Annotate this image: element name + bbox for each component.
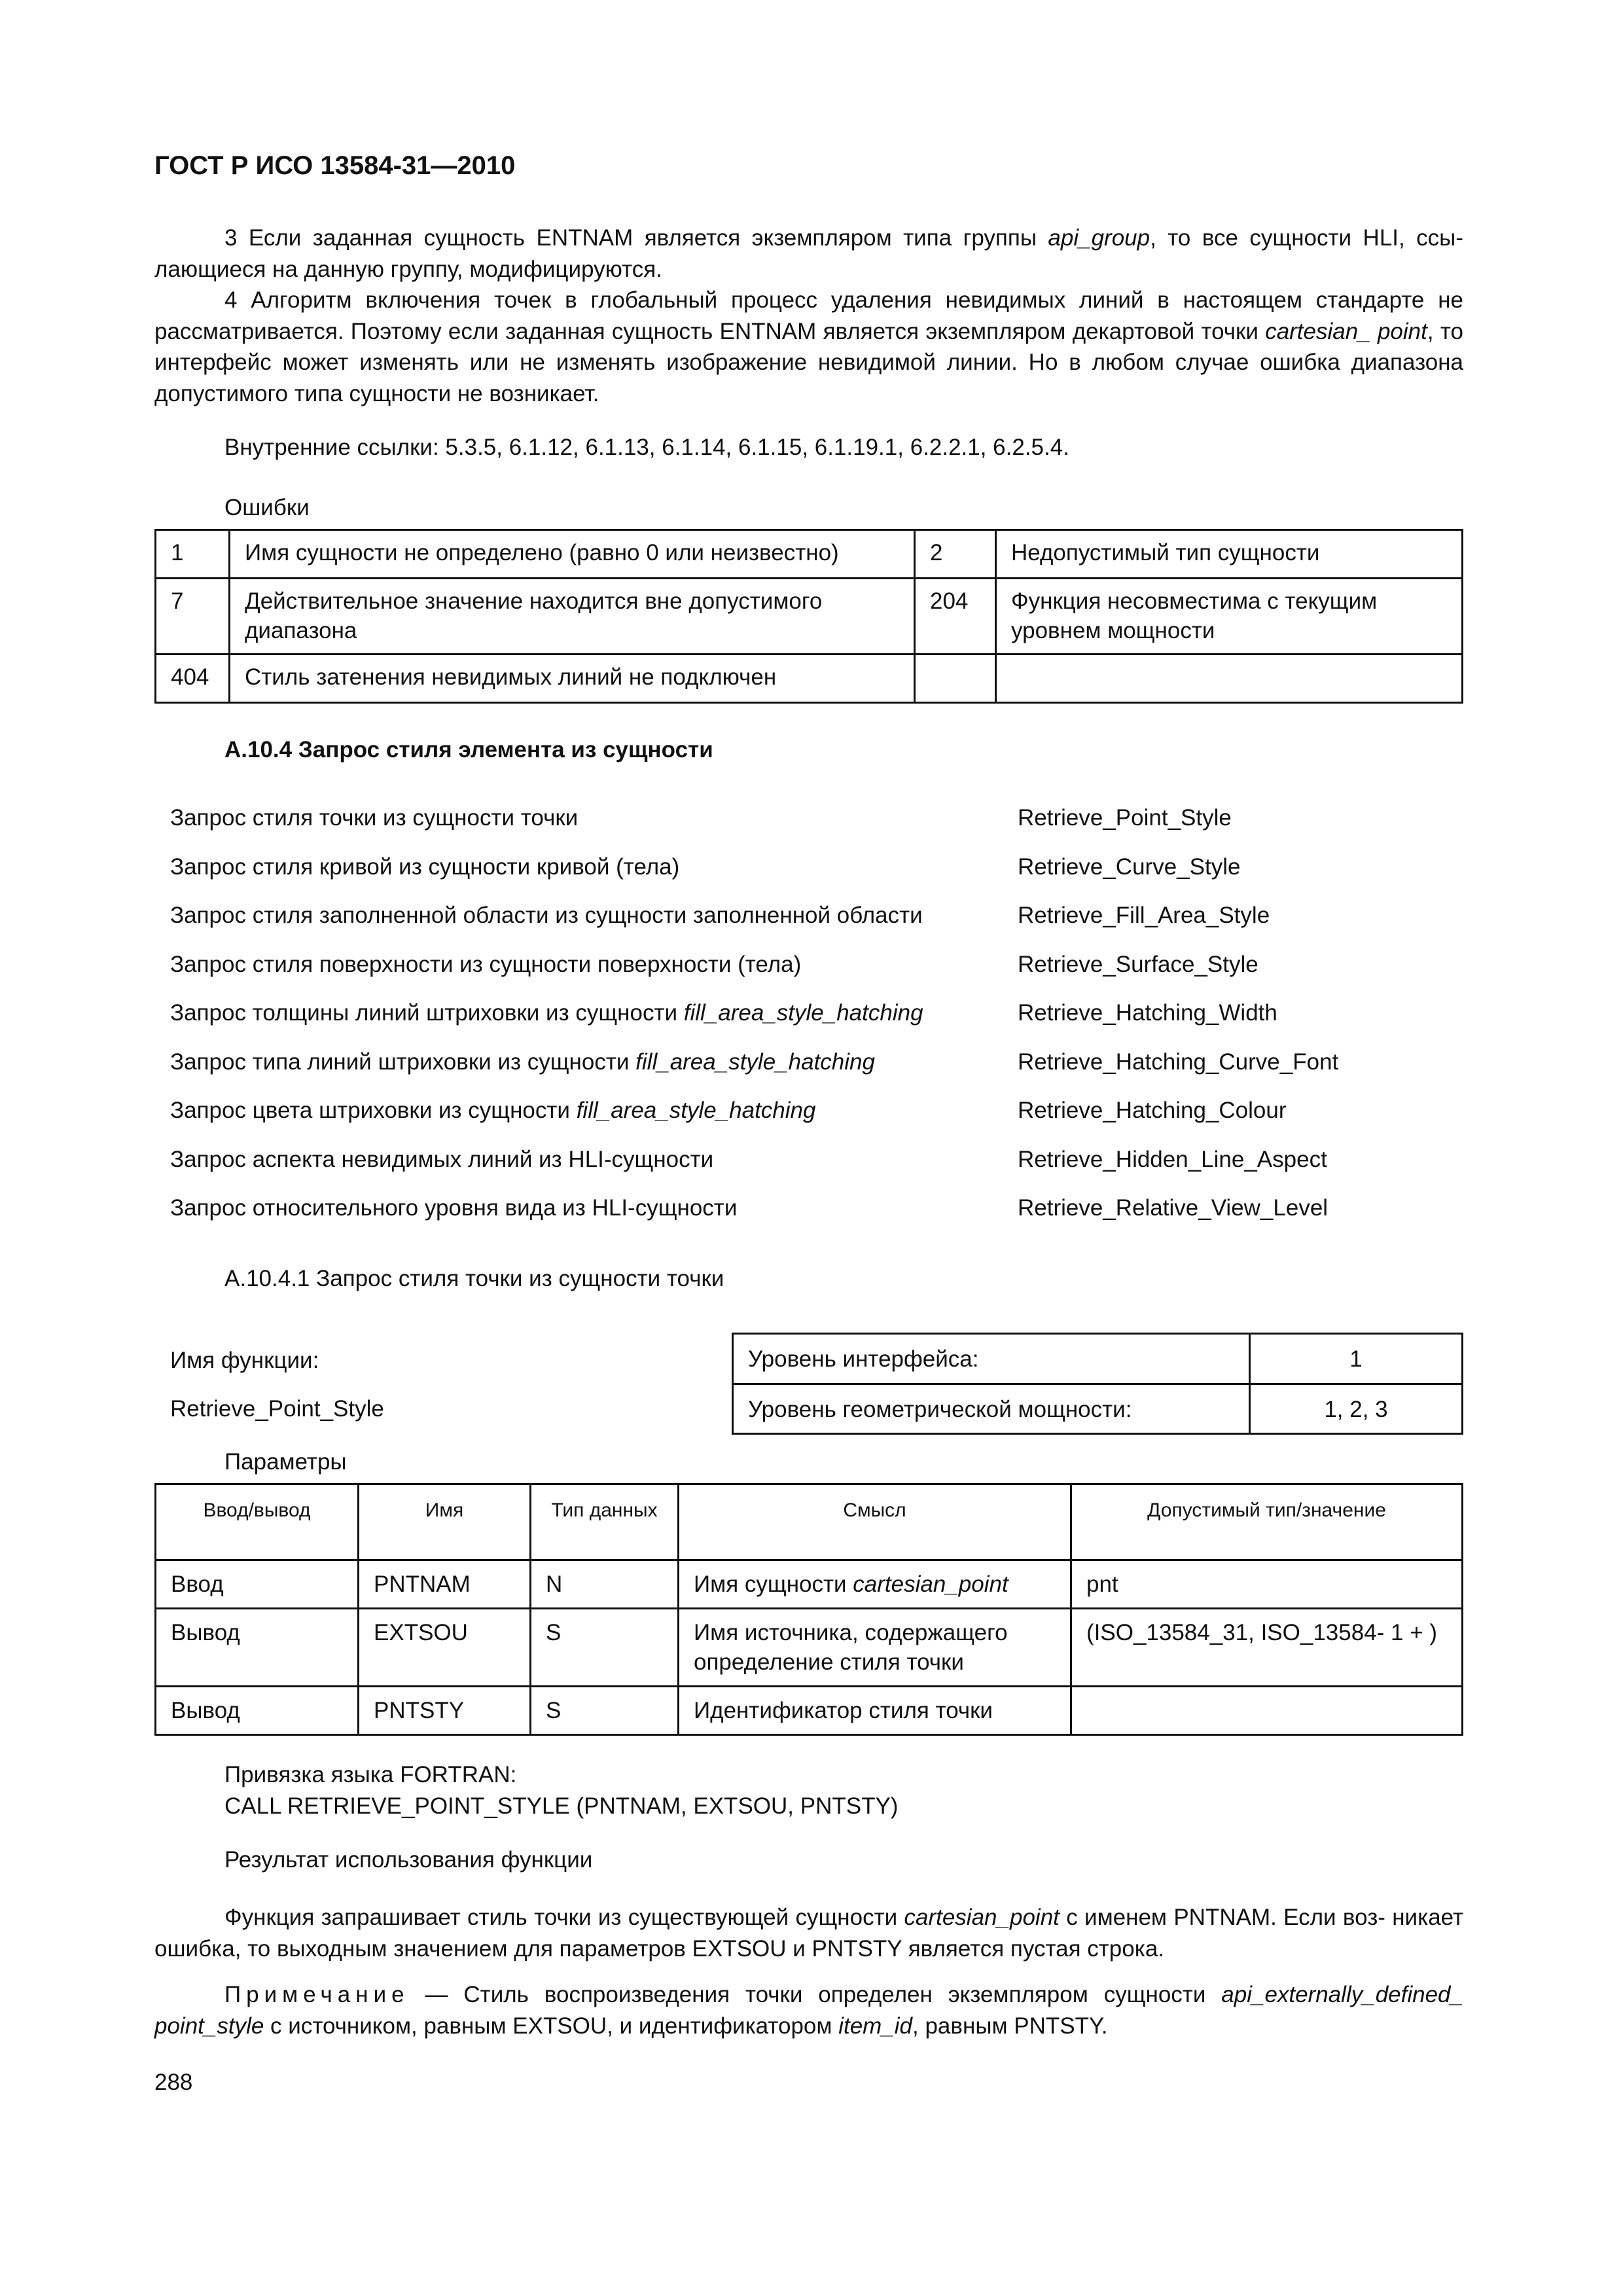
- list-item: Запрос стиля поверхности из сущности поверхности (тела) Retrieve_Surface_Style: [170, 949, 1440, 998]
- parameters-label: Параметры: [224, 1449, 347, 1475]
- result-description: Функция запрашивает стиль точки из существующей сущности cartesian_point с именем PNTNAM. Если воз- никает ошибка, то выходным значением для параметров EXTSOU и PNTSTY является пустая строка.: [154, 1905, 1463, 1962]
- internal-references: Внутренние ссылки: 5.3.5, 6.1.12, 6.1.13, 6.1.14, 6.1.15, 6.1.19.1, 6.2.2.1, 6.2.5.4.: [224, 435, 1069, 460]
- function-identifier: Retrieve_Fill_Area_Style: [1018, 903, 1270, 928]
- error-code: 204: [915, 579, 996, 655]
- document-header: ГОСТ Р ИСО 13584-31—2010: [154, 151, 516, 180]
- table-row: Ввод PNTNAM N Имя сущности cartesian_point pnt: [156, 1560, 1463, 1609]
- table-row: [156, 655, 1463, 703]
- list-item: Запрос стиля точки из сущности точки Retrieve_Point_Style: [170, 802, 1440, 852]
- list-item: Запрос стиля заполненной области из сущности заполненной области Retrieve_Fill_Area_Style: [170, 900, 1440, 949]
- table-row: Вывод PNTSTY S Идентификатор стиля точки: [156, 1686, 1463, 1734]
- interface-level-value: 1: [1250, 1334, 1463, 1384]
- column-header: Тип данных: [531, 1484, 679, 1560]
- list-item: Запрос относительного уровня вида из HLI-сущности Retrieve_Relative_View_Level: [170, 1193, 1440, 1242]
- section-title: А.10.4 Запрос стиля элемента из сущности: [224, 737, 713, 762]
- table-row: [733, 1334, 1463, 1384]
- table-row: [156, 579, 1463, 655]
- function-identifier: Retrieve_Relative_View_Level: [1018, 1195, 1329, 1221]
- error-text: Имя сущности не определено (равно 0 или неизвестно): [230, 530, 915, 579]
- error-text: Стиль затенения невидимых линий не подключен: [230, 655, 915, 703]
- result-label: Результат использования функции: [224, 1847, 593, 1873]
- interface-level-table: [732, 1333, 1463, 1435]
- function-identifier: Retrieve_Hatching_Curve_Font: [1018, 1049, 1339, 1075]
- error-code: 2: [915, 530, 996, 579]
- intro-block: [154, 223, 1463, 410]
- list-item: Запрос аспекта невидимых линий из HLI-сущности Retrieve_Hidden_Line_Aspect: [170, 1144, 1440, 1193]
- column-header: Имя: [359, 1484, 531, 1560]
- function-name-block: [170, 1336, 384, 1433]
- function-identifier: Retrieve_Hatching_Colour: [1018, 1098, 1287, 1123]
- fortran-call: CALL RETRIEVE_POINT_STYLE (PNTNAM, EXTSOU, PNTSTY): [224, 1793, 899, 1819]
- note-paragraph-3: 3 Если заданная сущность ENTNAM является экземпляром типа группы api_group, то все сущности HLI, ссы- лающиеся на данную группу, модифицируются.: [154, 225, 1463, 282]
- table-header-row: [156, 1484, 1463, 1560]
- fortran-label: Привязка языка FORTRAN:: [224, 1762, 517, 1787]
- function-name: Retrieve_Point_Style: [170, 1396, 384, 1422]
- function-name-label: Имя функции:: [170, 1348, 319, 1373]
- geometric-level-label: Уровень геометрической мощности:: [733, 1384, 1250, 1434]
- error-code: 404: [156, 655, 230, 703]
- column-header: Допустимый тип/значение: [1071, 1484, 1463, 1560]
- list-item: Запрос цвета штриховки из сущности fill_area_style_hatching Retrieve_Hatching_Colour: [170, 1095, 1440, 1144]
- list-item: Запрос типа линий штриховки из сущности fill_area_style_hatching Retrieve_Hatching_Curve_Font: [170, 1047, 1440, 1096]
- column-header: Ввод/вывод: [156, 1484, 359, 1560]
- function-identifier: Retrieve_Point_Style: [1018, 805, 1232, 831]
- function-identifier: Retrieve_Hatching_Width: [1018, 1000, 1277, 1026]
- interface-level-label: Уровень интерфейса:: [733, 1334, 1250, 1384]
- function-identifier: Retrieve_Curve_Style: [1018, 853, 1241, 880]
- table-row: Вывод EXTSOU S Имя источника, содержащего определение стиля точки (ISO_13584_31, ISO_13584- 1 + ): [156, 1609, 1463, 1687]
- function-list: [170, 802, 1440, 1242]
- note-paragraph: Примечание — Стиль воспроизведения точки определен экземпляром сущности api_externally_defined_ point_style с источником, равным EXTSOU, и идентификатором item_id, равным PNTSTY.: [154, 1982, 1463, 2039]
- list-item: Запрос толщины линий штриховки из сущности fill_area_style_hatching Retrieve_Hatching_Width: [170, 997, 1440, 1047]
- function-identifier: Retrieve_Hidden_Line_Aspect: [1018, 1146, 1327, 1172]
- geometric-level-value: 1, 2, 3: [1250, 1384, 1463, 1434]
- error-text: [996, 655, 1463, 703]
- error-code: 7: [156, 579, 230, 655]
- error-code: 1: [156, 530, 230, 579]
- parameters-table: [154, 1483, 1463, 1736]
- table-row: [733, 1384, 1463, 1434]
- table-row: [156, 530, 1463, 579]
- note-paragraph-4: 4 Алгоритм включения точек в глобальный процесс удаления невидимых линий в настоящем стандарте не рассматривается. Поэтому если заданная сущность ENTNAM является экземпляром декартовой точки cartesian_ point, то интерфейс может изменять или не изменять изображение невидимой линии. Но в любом случае ошибка диапазона допустимого типа сущности не возникает.: [154, 287, 1463, 406]
- column-header: Смысл: [679, 1484, 1071, 1560]
- function-identifier: Retrieve_Surface_Style: [1018, 951, 1258, 977]
- errors-label: Ошибки: [224, 495, 310, 520]
- fortran-binding: [224, 1759, 898, 1821]
- page-number: 288: [154, 2070, 193, 2095]
- errors-table: [154, 529, 1463, 704]
- subsection-title: А.10.4.1 Запрос стиля точки из сущности точки: [224, 1266, 724, 1291]
- list-item: Запрос стиля кривой из сущности кривой (тела) Retrieve_Curve_Style: [170, 852, 1440, 901]
- error-text: Действительное значение находится вне допустимого диапазона: [230, 579, 915, 655]
- error-text: Функция несовместима с текущим уровнем мощности: [996, 579, 1463, 655]
- error-code: [915, 655, 996, 703]
- error-text: Недопустимый тип сущности: [996, 530, 1463, 579]
